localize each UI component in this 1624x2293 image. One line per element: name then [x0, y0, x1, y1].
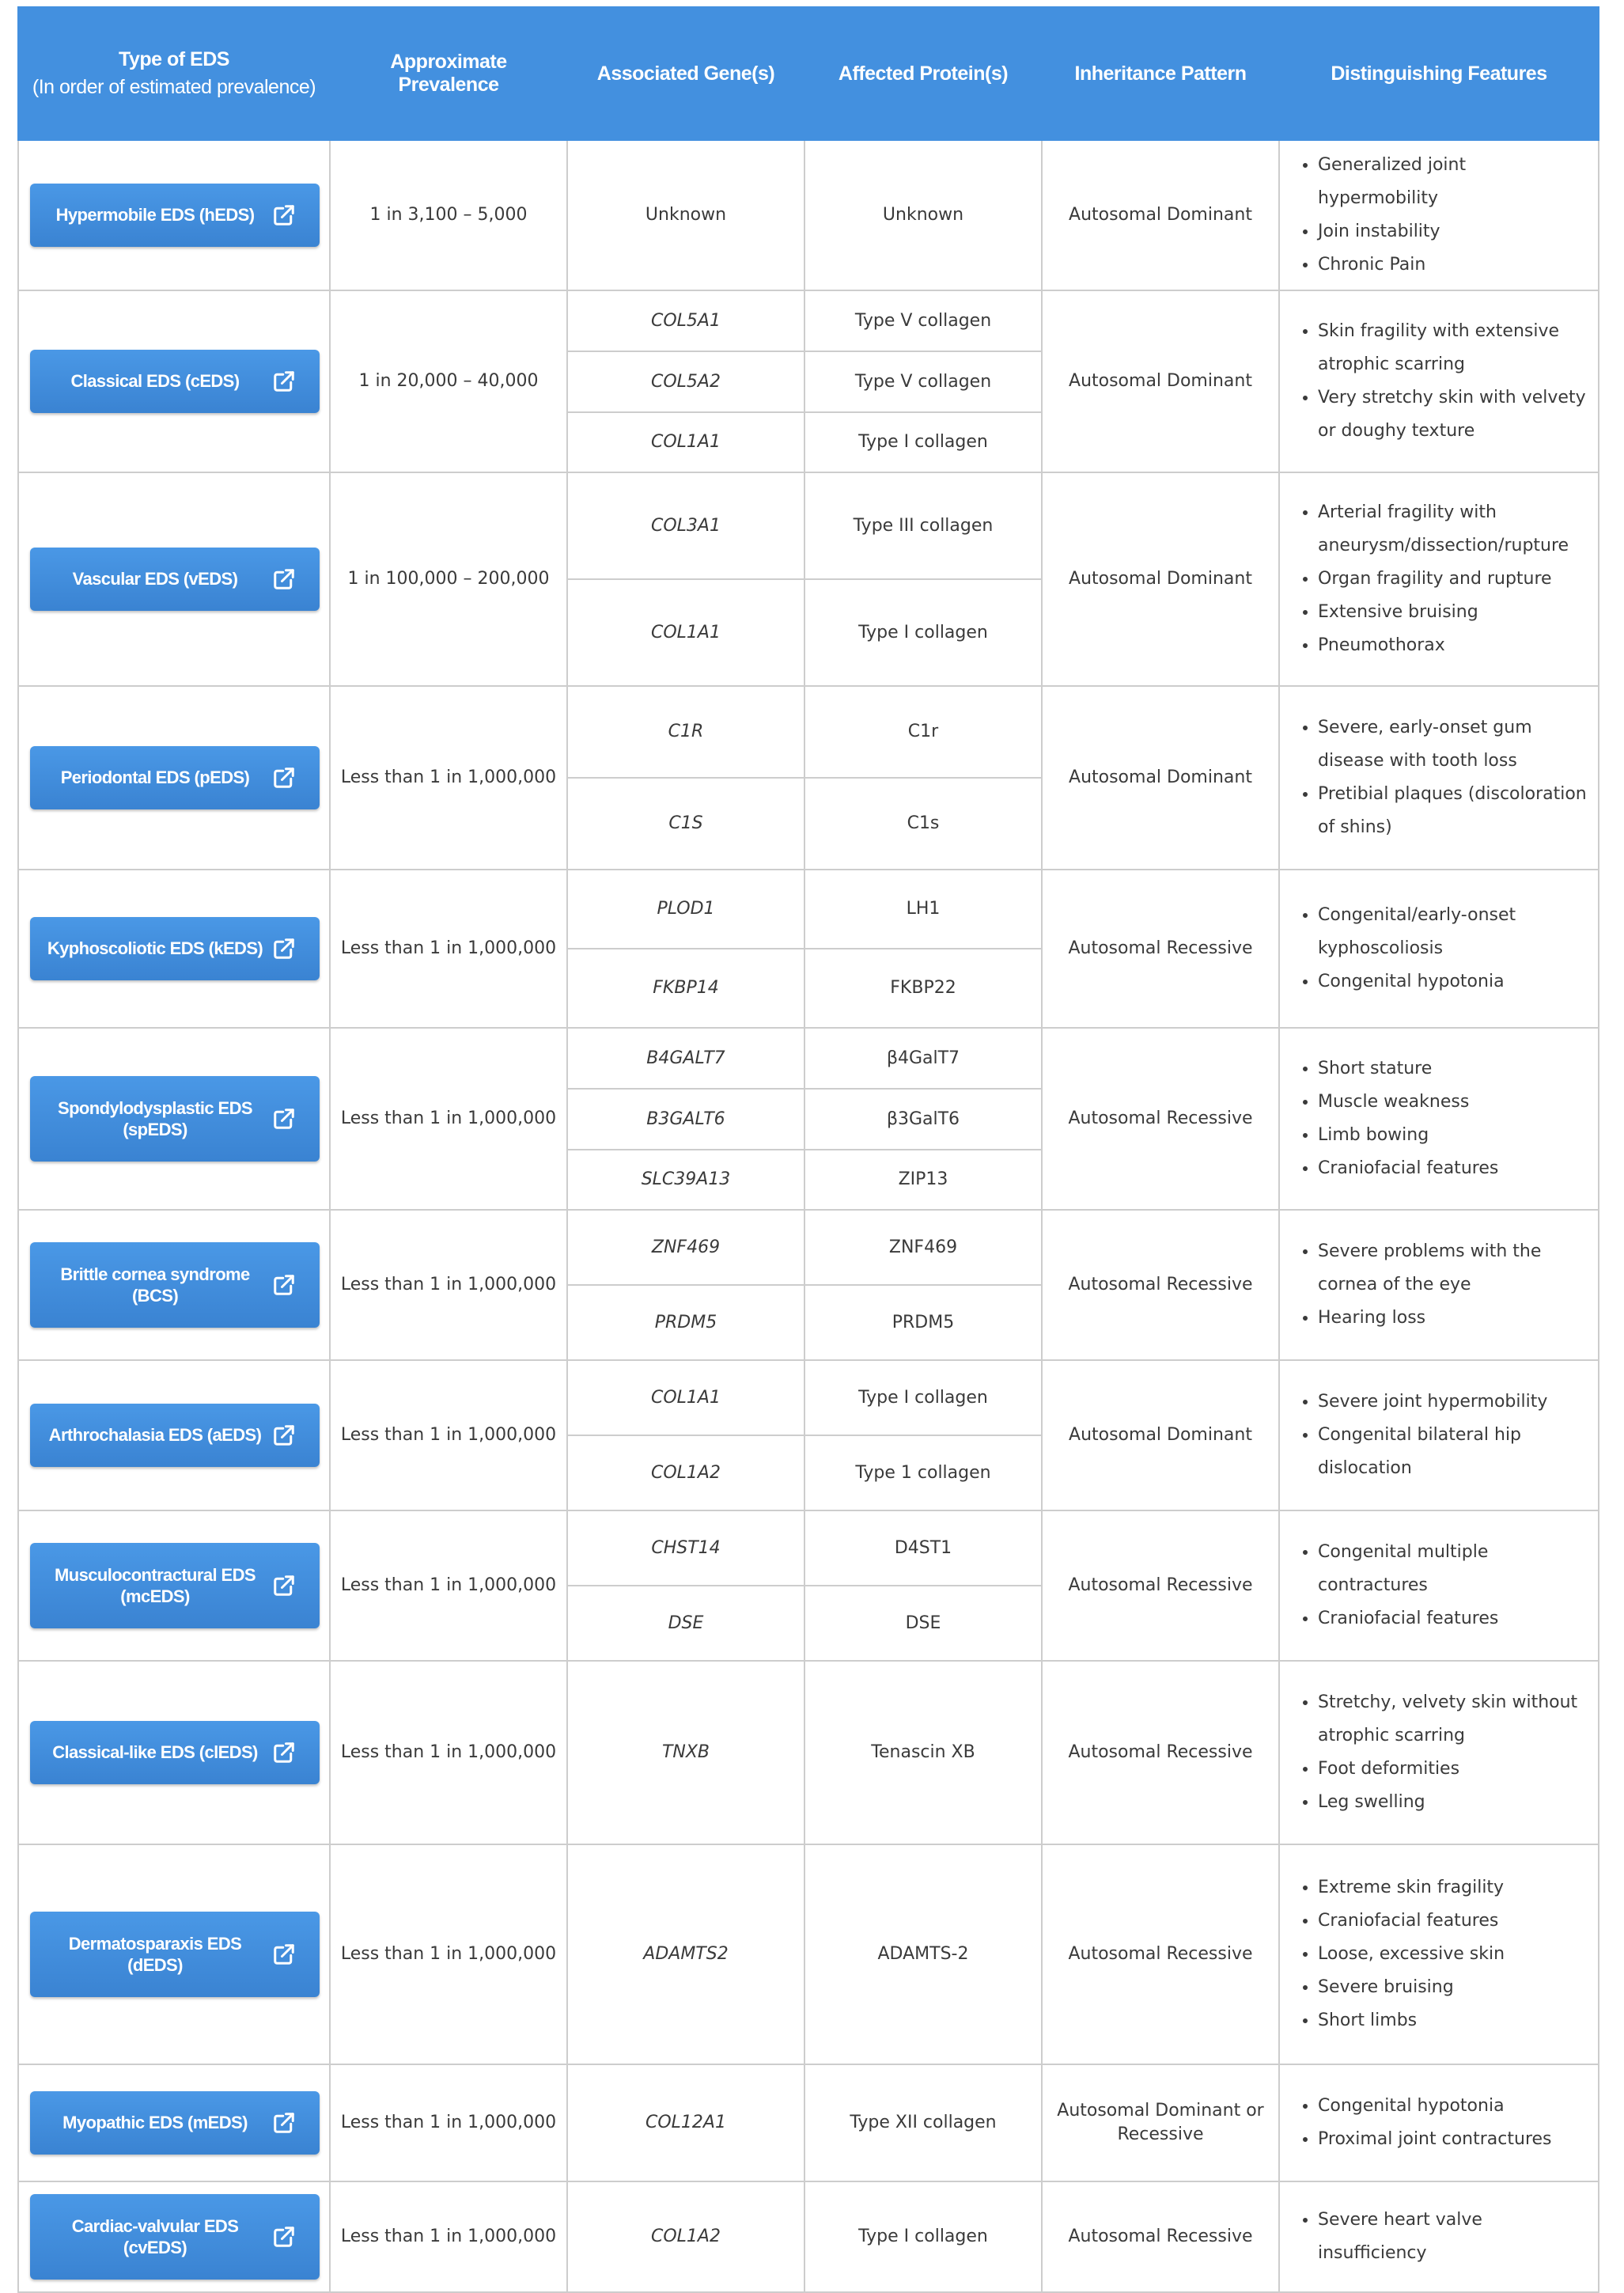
eds-type-label: Dermatosparaxis EDS (dEDS) — [68, 1933, 242, 1975]
gene-cell: C1R — [567, 686, 804, 778]
feature-item: • Congenital hypotonia — [1318, 2090, 1588, 2123]
protein-cell: ZNF469 — [804, 1210, 1042, 1285]
protein-cell: β4GalT7 — [804, 1028, 1042, 1089]
prevalence-cell: Less than 1 in 1,000,000 — [330, 1210, 567, 1360]
feature-item: • Loose, excessive skin — [1318, 1938, 1588, 1971]
prevalence-cell: 1 in 20,000 – 40,000 — [330, 290, 567, 472]
prevalence-cell: Less than 1 in 1,000,000 — [330, 870, 567, 1028]
table-row — [18, 1661, 1599, 1844]
feature-item: • Severe heart valve insufficiency — [1318, 2204, 1588, 2270]
gene-cell: FKBP14 — [567, 949, 804, 1028]
features-cell — [1279, 1210, 1599, 1360]
protein-cell: Type I collagen — [804, 579, 1042, 686]
features-list — [1294, 496, 1588, 662]
table-row — [18, 1028, 1599, 1089]
protein-cell: DSE — [804, 1586, 1042, 1661]
feature-item: • Short limbs — [1318, 2004, 1588, 2037]
external-link-icon — [272, 1741, 296, 1764]
table-row — [18, 1210, 1599, 1285]
features-cell — [1279, 1661, 1599, 1844]
table-header — [18, 7, 1599, 140]
eds-type-label: Periodontal EDS (pEDS) — [60, 767, 250, 788]
features-cell — [1279, 2064, 1599, 2181]
type-cell — [18, 1510, 330, 1661]
gene-cell: PLOD1 — [567, 870, 804, 949]
protein-cell: C1s — [804, 778, 1042, 870]
feature-item: • Congenital multiple contractures — [1318, 1536, 1588, 1602]
table-row — [18, 472, 1599, 579]
type-cell — [18, 686, 330, 870]
features-list — [1294, 2204, 1588, 2270]
protein-cell: β3GalT6 — [804, 1089, 1042, 1150]
gene-cell: COL1A1 — [567, 412, 804, 472]
feature-item: • Congenital bilateral hip dislocation — [1318, 1419, 1588, 1485]
feature-item: • Generalized joint hypermobility — [1318, 149, 1588, 215]
eds-type-link-button[interactable] — [30, 1912, 320, 1997]
feature-item: • Stretchy, velvety skin without atrophic scarring — [1318, 1686, 1588, 1753]
external-link-icon — [272, 937, 296, 961]
protein-cell: ZIP13 — [804, 1150, 1042, 1210]
eds-type-label: Classical EDS (cEDS) — [70, 371, 240, 392]
eds-type-link-button[interactable] — [30, 1721, 320, 1784]
feature-item: • Craniofacial features — [1318, 1905, 1588, 1938]
protein-cell: Type V collagen — [804, 351, 1042, 412]
eds-type-link-button[interactable] — [30, 184, 320, 247]
gene-cell: B3GALT6 — [567, 1089, 804, 1150]
feature-item: • Congenital/early-onset kyphoscoliosis — [1318, 899, 1588, 965]
eds-type-link-button[interactable] — [30, 350, 320, 413]
protein-cell: ADAMTS-2 — [804, 1844, 1042, 2064]
features-cell — [1279, 472, 1599, 686]
eds-type-link-button[interactable] — [30, 2194, 320, 2280]
protein-cell: Type III collagen — [804, 472, 1042, 579]
protein-cell: C1r — [804, 686, 1042, 778]
feature-item: • Very stretchy skin with velvety or doughy texture — [1318, 381, 1588, 448]
eds-type-link-button[interactable] — [30, 1242, 320, 1328]
feature-item: • Chronic Pain — [1318, 248, 1588, 282]
features-cell — [1279, 1510, 1599, 1661]
external-link-icon — [272, 2225, 296, 2249]
eds-type-link-button[interactable] — [30, 548, 320, 611]
features-list — [1294, 1385, 1588, 1485]
type-cell — [18, 1661, 330, 1844]
protein-cell: Type I collagen — [804, 1360, 1042, 1435]
gene-cell: ZNF469 — [567, 1210, 804, 1285]
eds-type-link-button[interactable] — [30, 2091, 320, 2155]
feature-item: • Severe, early-onset gum disease with tooth loss — [1318, 711, 1588, 778]
external-link-icon — [272, 203, 296, 227]
type-cell — [18, 290, 330, 472]
feature-item: • Severe problems with the cornea of the eye — [1318, 1235, 1588, 1302]
features-list — [1294, 711, 1588, 844]
external-link-icon — [272, 567, 296, 591]
features-list — [1294, 1871, 1588, 2037]
feature-item: • Severe bruising — [1318, 1971, 1588, 2004]
header-type-subtitle: (In order of estimated prevalence) — [32, 76, 316, 98]
gene-cell: SLC39A13 — [567, 1150, 804, 1210]
features-list — [1294, 1052, 1588, 1185]
eds-types-table — [17, 6, 1599, 2293]
feature-item: • Organ fragility and rupture — [1318, 563, 1588, 596]
gene-cell: COL1A2 — [567, 2181, 804, 2292]
inheritance-cell: Autosomal Recessive — [1042, 1510, 1279, 1661]
gene-cell: COL5A1 — [567, 290, 804, 351]
inheritance-cell: Autosomal Recessive — [1042, 1210, 1279, 1360]
prevalence-cell: 1 in 3,100 – 5,000 — [330, 140, 567, 290]
inheritance-cell: Autosomal Dominant — [1042, 472, 1279, 686]
features-list — [1294, 149, 1588, 282]
gene-cell: COL3A1 — [567, 472, 804, 579]
external-link-icon — [272, 2111, 296, 2135]
inheritance-cell: Autosomal Recessive — [1042, 1844, 1279, 2064]
features-cell — [1279, 1028, 1599, 1210]
inheritance-cell: Autosomal Dominant — [1042, 686, 1279, 870]
protein-cell: Type 1 collagen — [804, 1435, 1042, 1510]
gene-cell: COL1A1 — [567, 1360, 804, 1435]
inheritance-cell: Autosomal Dominant — [1042, 140, 1279, 290]
prevalence-cell: Less than 1 in 1,000,000 — [330, 686, 567, 870]
eds-type-label: Myopathic EDS (mEDS) — [62, 2113, 248, 2133]
feature-item: • Craniofacial features — [1318, 1602, 1588, 1635]
type-cell — [18, 2064, 330, 2181]
eds-type-link-button[interactable] — [30, 917, 320, 980]
features-list — [1294, 315, 1588, 448]
type-cell — [18, 1028, 330, 1210]
feature-item: • Arterial fragility with aneurysm/dissection/rupture — [1318, 496, 1588, 563]
eds-type-label: Spondylodysplastic EDS (spEDS) — [58, 1097, 252, 1139]
prevalence-cell: Less than 1 in 1,000,000 — [330, 1510, 567, 1661]
inheritance-cell: Autosomal Recessive — [1042, 1661, 1279, 1844]
feature-item: • Craniofacial features — [1318, 1152, 1588, 1185]
prevalence-cell: Less than 1 in 1,000,000 — [330, 1661, 567, 1844]
features-cell — [1279, 1844, 1599, 2064]
features-cell — [1279, 1360, 1599, 1510]
protein-cell: PRDM5 — [804, 1285, 1042, 1360]
feature-item: • Muscle weakness — [1318, 1086, 1588, 1119]
header-proteins: Affected Protein(s) — [804, 7, 1042, 140]
feature-item: • Foot deformities — [1318, 1753, 1588, 1786]
header-prevalence: Approximate Prevalence — [330, 7, 567, 140]
gene-cell: C1S — [567, 778, 804, 870]
header-type — [18, 7, 330, 140]
feature-item: • Proximal joint contractures — [1318, 2123, 1588, 2156]
gene-cell: COL5A2 — [567, 351, 804, 412]
feature-item: • Join instability — [1318, 215, 1588, 248]
inheritance-cell: Autosomal Dominant — [1042, 1360, 1279, 1510]
protein-cell: Type I collagen — [804, 412, 1042, 472]
type-cell — [18, 870, 330, 1028]
type-cell — [18, 140, 330, 290]
table-row — [18, 1510, 1599, 1586]
gene-cell: ADAMTS2 — [567, 1844, 804, 2064]
gene-cell: DSE — [567, 1586, 804, 1661]
inheritance-cell: Autosomal Recessive — [1042, 1028, 1279, 1210]
eds-type-label: Kyphoscoliotic EDS (kEDS) — [47, 938, 263, 959]
table-row — [18, 686, 1599, 778]
inheritance-cell: Autosomal Recessive — [1042, 870, 1279, 1028]
inheritance-cell: Autosomal Dominant — [1042, 290, 1279, 472]
protein-cell: Type I collagen — [804, 2181, 1042, 2292]
prevalence-cell: 1 in 100,000 – 200,000 — [330, 472, 567, 686]
external-link-icon — [272, 766, 296, 790]
protein-cell: D4ST1 — [804, 1510, 1042, 1586]
gene-cell: Unknown — [567, 140, 804, 290]
table-row — [18, 1844, 1599, 2064]
gene-cell: TNXB — [567, 1661, 804, 1844]
protein-cell: Tenascin XB — [804, 1661, 1042, 1844]
table-row — [18, 1360, 1599, 1435]
inheritance-cell: Autosomal Recessive — [1042, 2181, 1279, 2292]
type-cell — [18, 1844, 330, 2064]
table-body — [18, 140, 1599, 2292]
header-inheritance: Inheritance Pattern — [1042, 7, 1279, 140]
feature-item: • Extreme skin fragility — [1318, 1871, 1588, 1905]
feature-item: • Short stature — [1318, 1052, 1588, 1086]
external-link-icon — [272, 1107, 296, 1131]
features-cell — [1279, 290, 1599, 472]
type-cell — [18, 2181, 330, 2292]
feature-item: • Leg swelling — [1318, 1786, 1588, 1819]
external-link-icon — [272, 1423, 296, 1447]
protein-cell: Type V collagen — [804, 290, 1042, 351]
features-cell — [1279, 140, 1599, 290]
eds-type-link-button[interactable] — [30, 1076, 320, 1162]
header-genes: Associated Gene(s) — [567, 7, 804, 140]
protein-cell: LH1 — [804, 870, 1042, 949]
table-row — [18, 2181, 1599, 2292]
gene-cell: COL1A2 — [567, 1435, 804, 1510]
protein-cell: Unknown — [804, 140, 1042, 290]
eds-type-label: Cardiac-valvular EDS (cvEDS) — [71, 2215, 239, 2257]
feature-item: • Congenital hypotonia — [1318, 965, 1588, 999]
external-link-icon — [272, 1574, 296, 1598]
eds-type-label: Brittle cornea syndrome (BCS) — [60, 1264, 250, 1306]
feature-item: • Limb bowing — [1318, 1119, 1588, 1152]
features-list — [1294, 1686, 1588, 1819]
prevalence-cell: Less than 1 in 1,000,000 — [330, 2181, 567, 2292]
gene-cell: COL1A1 — [567, 579, 804, 686]
protein-cell: Type XII collagen — [804, 2064, 1042, 2181]
table-row — [18, 2064, 1599, 2181]
eds-type-label: Classical-like EDS (clEDS) — [52, 1742, 258, 1763]
eds-type-label: Arthrochalasia EDS (aEDS) — [48, 1425, 262, 1446]
gene-cell: B4GALT7 — [567, 1028, 804, 1089]
header-type-title: Type of EDS — [119, 48, 229, 70]
features-cell — [1279, 686, 1599, 870]
prevalence-cell: Less than 1 in 1,000,000 — [330, 2064, 567, 2181]
header-features: Distinguishing Features — [1279, 7, 1599, 140]
features-list — [1294, 899, 1588, 999]
eds-type-label: Hypermobile EDS (hEDS) — [55, 205, 255, 226]
table-row — [18, 140, 1599, 290]
eds-type-link-button[interactable] — [30, 1543, 320, 1628]
feature-item: • Hearing loss — [1318, 1302, 1588, 1335]
features-list — [1294, 1536, 1588, 1635]
features-list — [1294, 1235, 1588, 1335]
features-cell — [1279, 870, 1599, 1028]
external-link-icon — [272, 1942, 296, 1966]
prevalence-cell: Less than 1 in 1,000,000 — [330, 1844, 567, 2064]
protein-cell: FKBP22 — [804, 949, 1042, 1028]
feature-item: • Severe joint hypermobility — [1318, 1385, 1588, 1419]
type-cell — [18, 472, 330, 686]
feature-item: • Pretibial plaques (discoloration of shins) — [1318, 778, 1588, 844]
feature-item: • Extensive bruising — [1318, 596, 1588, 629]
feature-item: • Skin fragility with extensive atrophic scarring — [1318, 315, 1588, 381]
features-list — [1294, 2090, 1588, 2156]
prevalence-cell: Less than 1 in 1,000,000 — [330, 1028, 567, 1210]
prevalence-cell: Less than 1 in 1,000,000 — [330, 1360, 567, 1510]
gene-cell: COL12A1 — [567, 2064, 804, 2181]
type-cell — [18, 1360, 330, 1510]
type-cell — [18, 1210, 330, 1360]
features-cell — [1279, 2181, 1599, 2292]
eds-type-label: Musculocontractural EDS (mcEDS) — [55, 1564, 256, 1606]
table-row — [18, 870, 1599, 949]
table-row — [18, 290, 1599, 351]
external-link-icon — [272, 1273, 296, 1297]
feature-item: • Pneumothorax — [1318, 629, 1588, 662]
inheritance-cell: Autosomal Dominant or Recessive — [1042, 2064, 1279, 2181]
eds-type-link-button[interactable] — [30, 1404, 320, 1467]
gene-cell: PRDM5 — [567, 1285, 804, 1360]
gene-cell: CHST14 — [567, 1510, 804, 1586]
eds-type-link-button[interactable] — [30, 746, 320, 809]
eds-type-label: Vascular EDS (vEDS) — [72, 569, 238, 589]
external-link-icon — [272, 370, 296, 393]
